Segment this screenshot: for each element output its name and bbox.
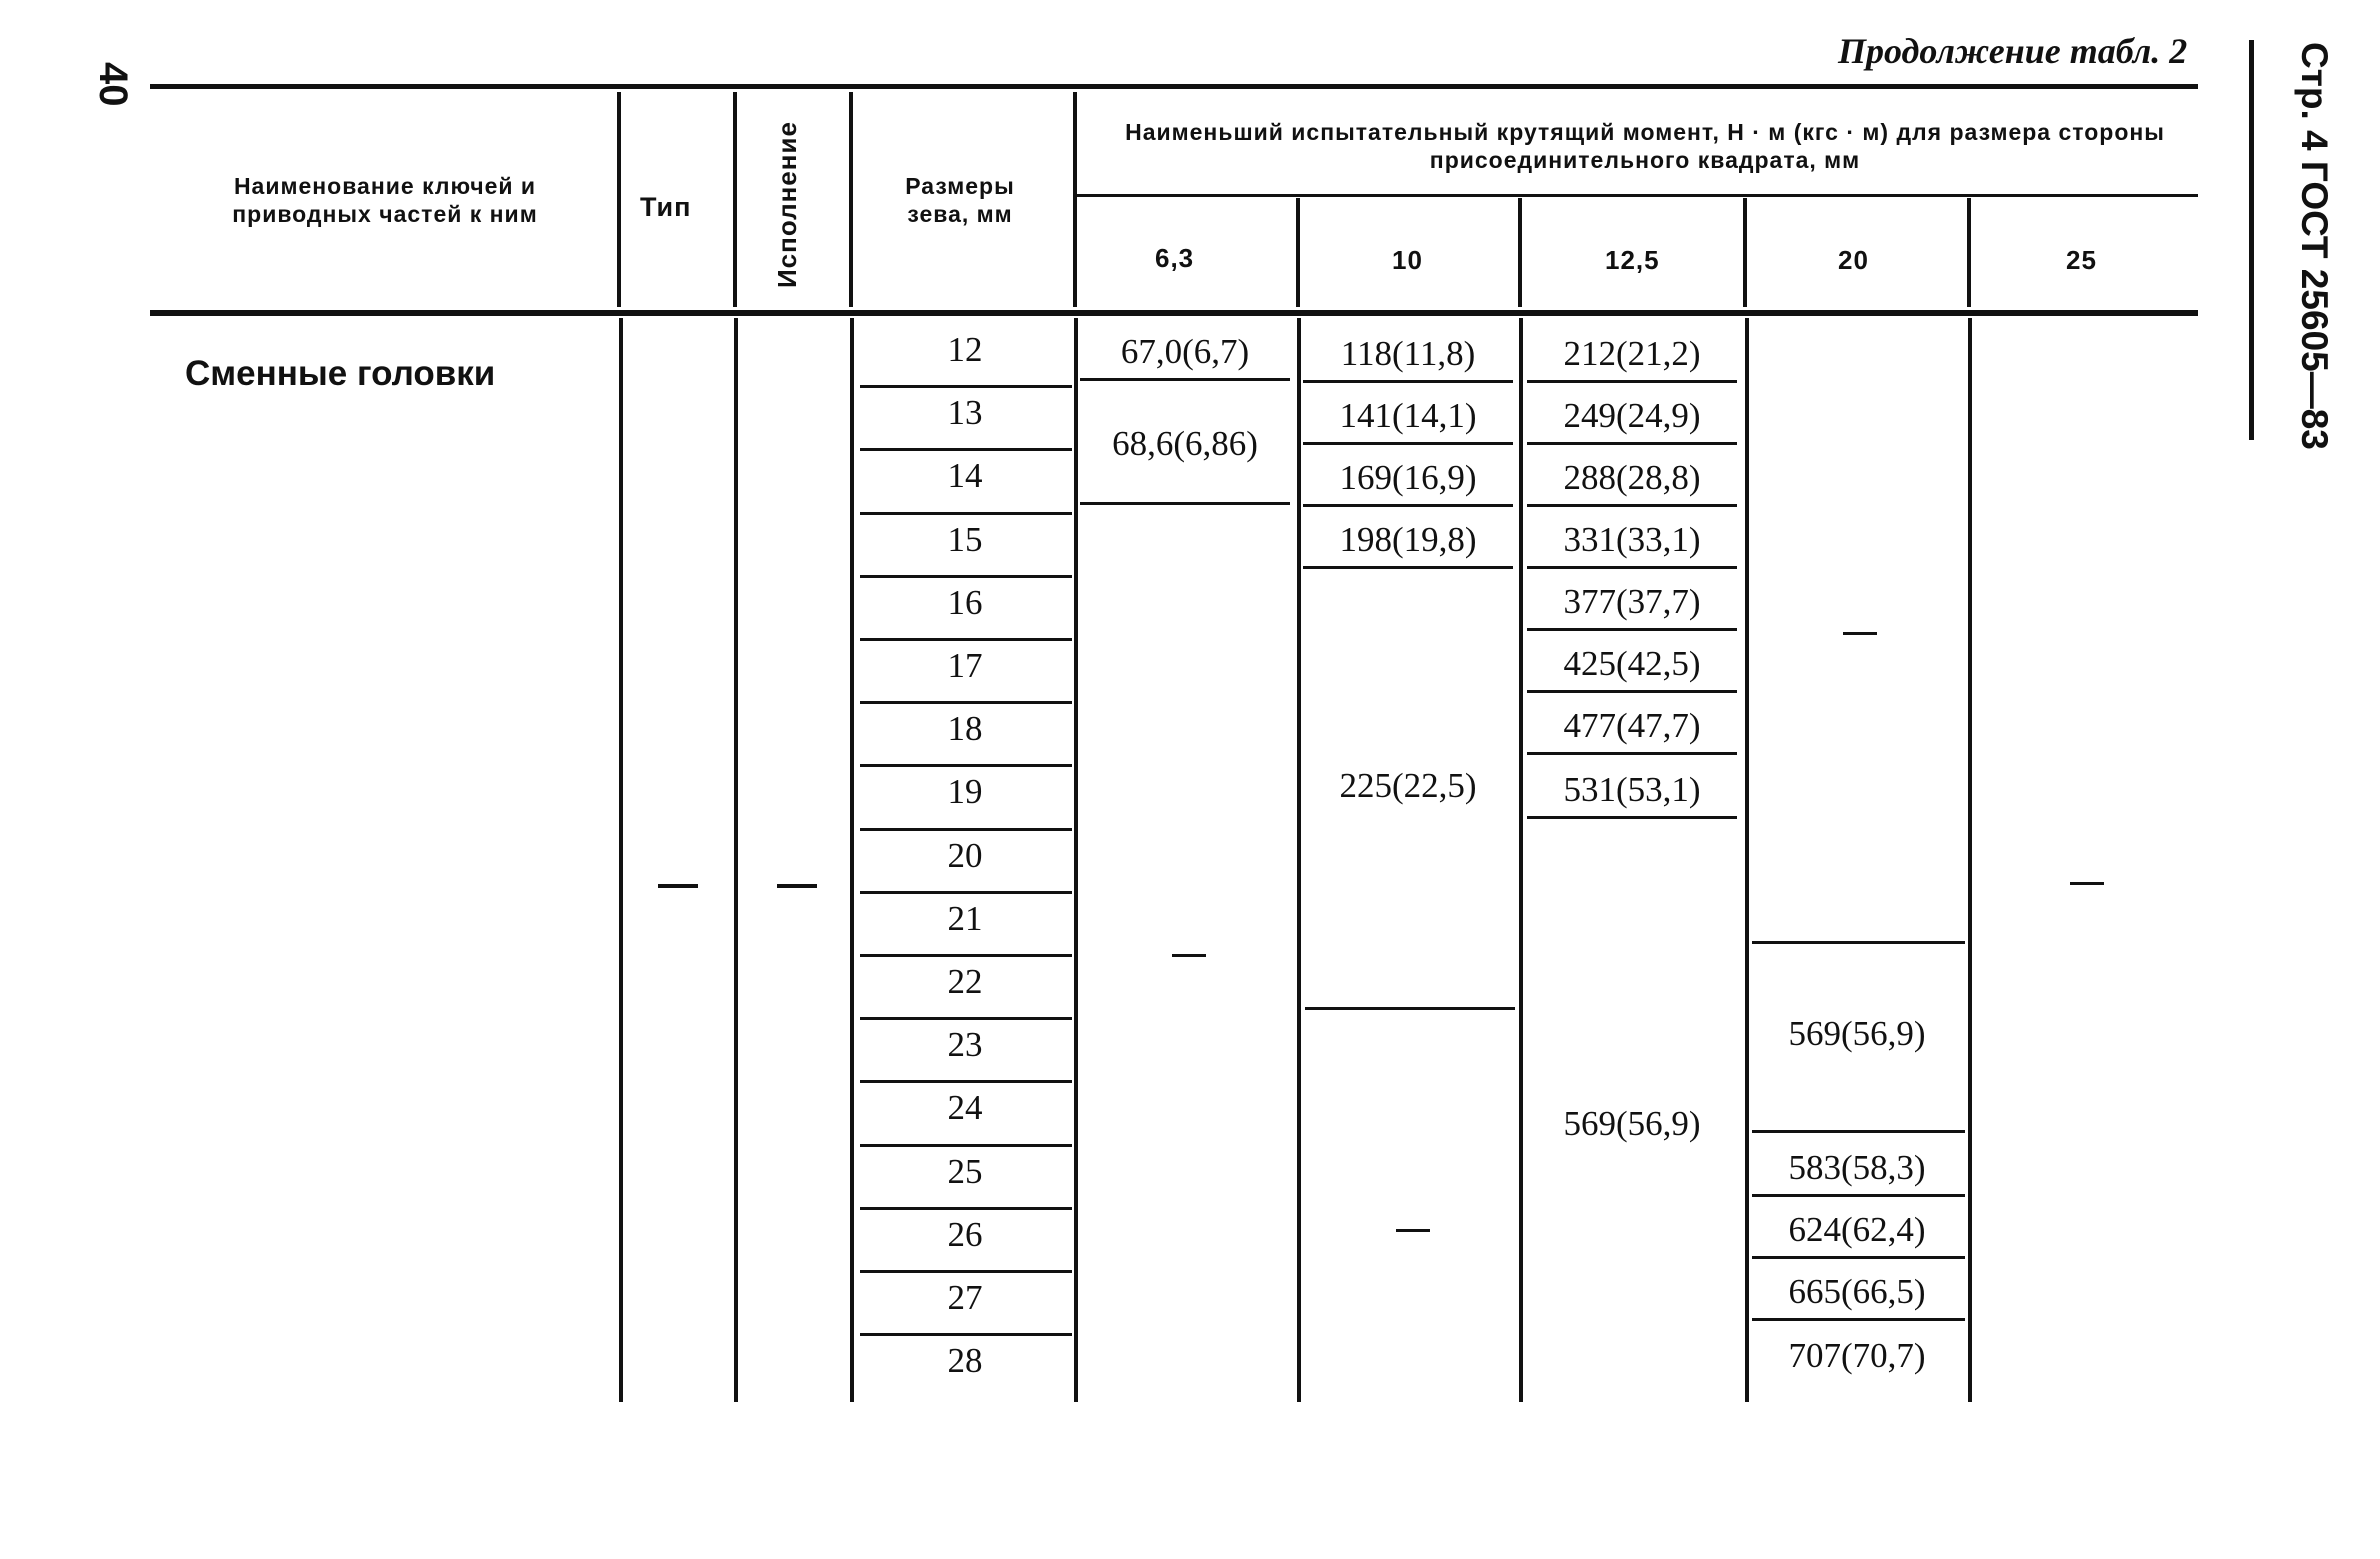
col-divider [1073, 92, 1077, 307]
jaw-row-rule [860, 1333, 1072, 1336]
header-size-25: 25 [2066, 245, 2097, 275]
col-divider [1967, 198, 1971, 307]
page-number: 40 [91, 62, 135, 107]
header-size-10: 10 [1392, 245, 1423, 275]
col-divider [1745, 318, 1749, 1402]
type-dash [658, 884, 698, 888]
cell-underline [1080, 378, 1290, 381]
cell-10-r14: 169(16,9) [1339, 458, 1477, 497]
cell-10-r13: 141(14,1) [1339, 396, 1477, 435]
header-size-20: 20 [1838, 245, 1869, 275]
col-divider [1743, 198, 1747, 307]
jaw-row-rule [860, 1270, 1072, 1273]
dash-20 [1843, 632, 1877, 635]
cell-underline [1303, 380, 1513, 383]
jaw-row-rule [860, 448, 1072, 451]
cell-underline [1305, 1007, 1515, 1010]
cell-underline [1752, 1256, 1965, 1259]
cell-20-r25: 583(58,3) [1788, 1148, 1926, 1187]
cell-12-5-r13: 249(24,9) [1563, 396, 1701, 435]
cell-underline [1752, 1194, 1965, 1197]
cell-underline [1303, 566, 1513, 569]
jaw-size-cell: 28 [947, 1341, 983, 1381]
row-label: Сменные головки [185, 354, 496, 393]
cell-20-r27: 665(66,5) [1788, 1272, 1926, 1311]
jaw-size-cell: 24 [947, 1088, 983, 1128]
cell-underline [1527, 752, 1737, 755]
jaw-size-cell: 16 [947, 582, 983, 622]
cell-6-3-r12: 67,0(6,7) [1120, 332, 1250, 371]
cell-underline [1527, 504, 1737, 507]
side-rule [2249, 40, 2254, 440]
header-split-rule [1075, 194, 2198, 197]
jaw-size-cell: 20 [947, 835, 983, 875]
col-divider [850, 318, 854, 1402]
col-divider [1518, 198, 1522, 307]
jaw-row-rule [860, 638, 1072, 641]
continuation-label: Продолжение табл. 2 [1838, 31, 2188, 71]
cell-underline [1752, 1130, 1965, 1133]
jaw-row-rule [860, 828, 1072, 831]
col-divider [1968, 318, 1972, 1402]
header-bottom-rule [150, 310, 2198, 316]
header-size-6-3: 6,3 [1155, 243, 1195, 273]
jaw-size-cell: 26 [947, 1214, 983, 1254]
cell-12-5-r17: 425(42,5) [1563, 644, 1701, 683]
jaw-size-cell: 21 [947, 898, 983, 938]
header-size-12-5: 12,5 [1605, 245, 1660, 275]
col-divider [733, 92, 737, 307]
header-torque-group: Наименьший испытательный крутящий момент, Н · м (кгс · м) для размера стороны присоединительного квадрата, мм [1125, 119, 2165, 173]
col-divider [1074, 318, 1078, 1402]
col-divider [734, 318, 738, 1402]
col-divider [1519, 318, 1523, 1402]
col-divider [1297, 318, 1301, 1402]
jaw-size-cell: 27 [947, 1278, 983, 1317]
cell-underline [1080, 502, 1290, 505]
dash-6-3 [1172, 954, 1206, 957]
header-name: Наименование ключей и приводных частей к ним [232, 173, 538, 227]
jaw-size-cell: 18 [947, 709, 983, 749]
cell-12-5-r16: 377(37,7) [1563, 582, 1701, 621]
jaw-row-rule [860, 764, 1072, 767]
jaw-row-rule [860, 385, 1072, 388]
col-divider [617, 92, 621, 307]
cell-20-r26: 624(62,4) [1788, 1210, 1926, 1249]
cell-underline [1527, 566, 1737, 569]
cell-12-5-r18: 477(47,7) [1563, 706, 1701, 745]
cell-underline [1527, 628, 1737, 631]
jaw-row-rule [860, 512, 1072, 515]
col-divider [619, 318, 623, 1402]
cell-12-5-r19: 531(53,1) [1563, 770, 1701, 809]
col-divider [1296, 198, 1300, 307]
top-rule [150, 84, 2198, 89]
dash-10 [1396, 1229, 1430, 1232]
cell-20-r28: 707(70,7) [1788, 1336, 1926, 1375]
col-divider [849, 92, 853, 307]
jaw-size-cell: 14 [947, 456, 983, 496]
jaw-size-cell: 17 [947, 646, 983, 685]
jaw-size-cell: 12 [947, 330, 983, 369]
execution-dash [777, 884, 817, 888]
cell-underline [1303, 504, 1513, 507]
jaw-row-rule [860, 701, 1072, 704]
cell-underline [1527, 442, 1737, 445]
jaw-row-rule [860, 1207, 1072, 1210]
cell-underline [1527, 816, 1737, 819]
cell-12-5-r20-28: 569(56,9) [1563, 1104, 1701, 1143]
cell-12-5-r15: 331(33,1) [1563, 520, 1701, 559]
jaw-row-rule [860, 1080, 1072, 1083]
jaw-row-rule [860, 575, 1072, 578]
jaw-row-rule [860, 1144, 1072, 1147]
cell-20-r22-24: 569(56,9) [1788, 1014, 1926, 1053]
cell-12-5-r12: 212(21,2) [1563, 334, 1701, 373]
jaw-row-rule [860, 1017, 1072, 1020]
jaw-size-cell: 23 [947, 1025, 983, 1065]
side-header: Стр. 4 ГОСТ 25605—83 [2294, 42, 2335, 450]
jaw-row-rule [860, 891, 1072, 894]
cell-10-r16-22: 225(22,5) [1339, 766, 1477, 805]
dash-25 [2070, 882, 2104, 885]
cell-underline [1527, 690, 1737, 693]
jaw-size-cell: 22 [947, 962, 983, 1001]
jaw-size-cell: 13 [947, 393, 983, 433]
jaw-row-rule [860, 954, 1072, 957]
cell-underline [1303, 442, 1513, 445]
cell-underline [1752, 941, 1965, 944]
cell-12-5-r14: 288(28,8) [1563, 458, 1701, 497]
cell-underline [1527, 380, 1737, 383]
jaw-size-cell: 25 [947, 1151, 983, 1191]
cell-10-r15: 198(19,8) [1339, 520, 1477, 559]
header-execution: Исполнение [772, 121, 802, 288]
jaw-size-cell: 19 [947, 772, 983, 812]
header-jaw-size: Размеры зева, мм [905, 173, 1015, 227]
jaw-size-cell: 15 [947, 519, 983, 559]
cell-6-3-r13-14: 68,6(6,86) [1112, 424, 1258, 463]
cell-10-r12: 118(11,8) [1340, 334, 1476, 373]
header-type: Тип [640, 192, 692, 222]
cell-underline [1752, 1318, 1965, 1321]
